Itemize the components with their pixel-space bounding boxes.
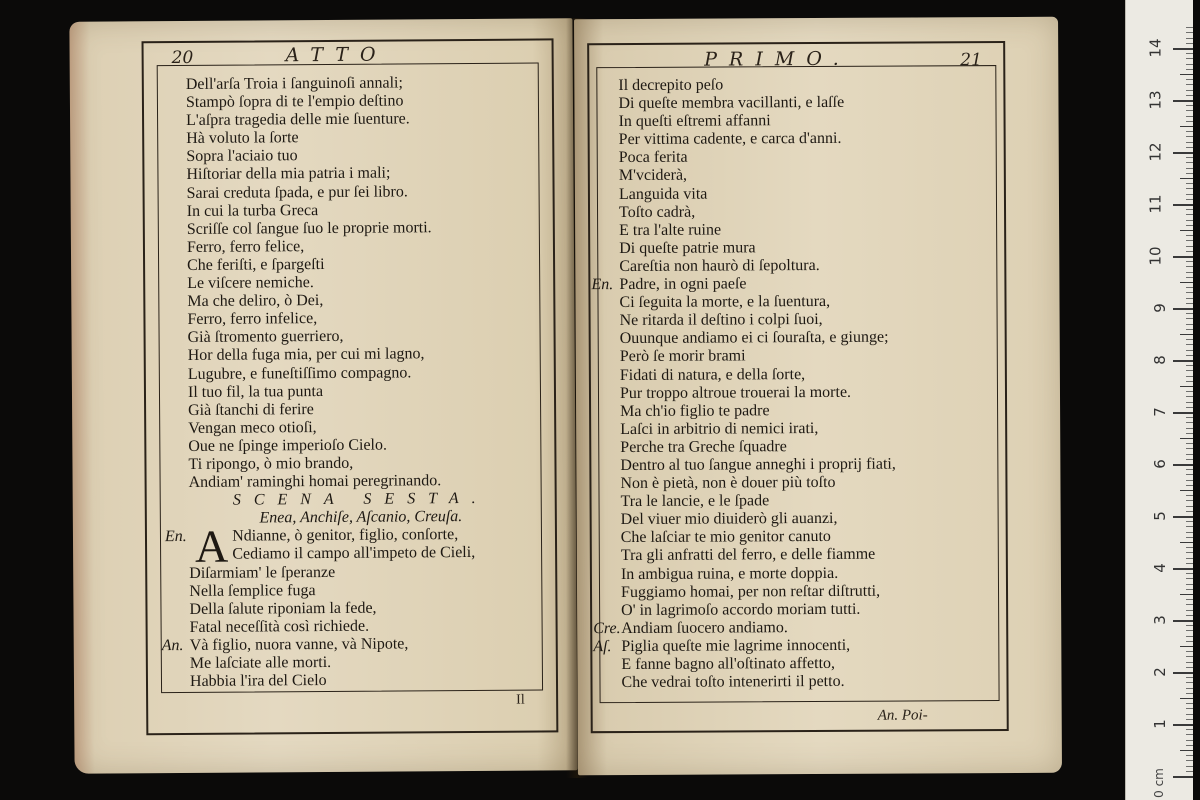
- ruler-tick: [1186, 688, 1193, 689]
- verse-line: [603, 564, 998, 584]
- verse-line: Cediamo il campo all'impeto de Cieli,: [232, 544, 476, 564]
- ruler-tick: [1186, 365, 1193, 366]
- ruler-tick: [1186, 324, 1193, 325]
- verse-text: Sarai creduta ſpada, e pur ſei libro.: [186, 182, 408, 202]
- ruler-tick: [1186, 563, 1193, 564]
- ruler-tick: [1186, 433, 1193, 434]
- ruler-tick: [1186, 147, 1193, 148]
- verse-line: [603, 654, 998, 674]
- ruler-tick: [1186, 53, 1193, 54]
- ruler-tick: [1186, 95, 1193, 96]
- speaker-label: En.: [164, 528, 187, 546]
- ruler-unit: 0 cm: [1151, 768, 1166, 798]
- ruler-tick: [1186, 610, 1193, 611]
- ruler-tick: [1180, 74, 1193, 75]
- ruler-tick: [1186, 428, 1193, 429]
- verse-text: Laſci in arbitrio di nemici irati,: [620, 419, 819, 438]
- ruler-tick: [1186, 209, 1193, 210]
- ruler-tick: [1173, 516, 1193, 518]
- ruler-tick: [1180, 386, 1193, 387]
- ruler-tick: [1186, 480, 1193, 481]
- ruler-tick: [1186, 266, 1193, 267]
- ruler-tick: [1186, 677, 1193, 678]
- verse-text: Dentro al tuo ſangue anneghi i proprij fiati,: [620, 455, 896, 475]
- verse-text: Il tuo fil, la tua punta: [187, 382, 324, 401]
- verse-text: Ne ritarda il deſtino i colpi ſuoi,: [619, 311, 823, 330]
- left-verse-block-2: [161, 562, 552, 691]
- ruler-tick: [1186, 740, 1193, 741]
- verse-text: In queſti eſtremi affanni: [618, 112, 771, 131]
- ruler-tick: [1186, 121, 1193, 122]
- ruler-tick: [1186, 69, 1193, 70]
- verse-text: Fatal neceſſità così richiede.: [189, 617, 370, 636]
- ruler-label: 2: [1151, 667, 1170, 677]
- ruler-tick: [1186, 272, 1193, 273]
- ruler-tick: [1180, 646, 1193, 647]
- ruler-label: 4: [1151, 563, 1170, 573]
- ruler-tick: [1173, 724, 1193, 726]
- ruler-tick: [1186, 532, 1193, 533]
- ruler-tick: [1186, 526, 1193, 527]
- verse-text: E fanne bagno all'oſtinato affetto,: [621, 654, 836, 674]
- verse-line: [602, 455, 997, 475]
- verse-line: [601, 111, 996, 131]
- ruler-tick: [1186, 110, 1193, 111]
- ruler-tick: [1186, 220, 1193, 221]
- ruler-tick: [1186, 105, 1193, 106]
- ruler-tick: [1186, 506, 1193, 507]
- verse-line: [601, 184, 996, 204]
- verse-text: Andiam' raminghi homai peregrinando.: [188, 472, 442, 492]
- ruler-tick: [1186, 298, 1193, 299]
- ruler-tick: [1186, 693, 1193, 694]
- ruler-tick: [1186, 771, 1193, 772]
- ruler-tick: [1186, 521, 1193, 522]
- ruler-tick: [1186, 407, 1193, 408]
- ruler-tick: [1186, 162, 1193, 163]
- ruler-tick: [1186, 511, 1193, 512]
- ruler-tick: [1186, 734, 1193, 735]
- verse-text: L'aſpra tragedia delle mie ſuenture.: [186, 110, 410, 130]
- ruler-label: 3: [1151, 615, 1170, 625]
- ruler-tick: [1186, 344, 1193, 345]
- ruler-tick: [1186, 573, 1193, 574]
- ruler-label: 7: [1151, 407, 1170, 417]
- ruler-tick: [1186, 459, 1193, 460]
- verse-text: Ci ſeguita la morte, e la ſuentura,: [619, 293, 831, 312]
- ruler-tick: [1186, 142, 1193, 143]
- measuring-ruler: [1125, 0, 1193, 800]
- verse-line: [601, 238, 996, 258]
- verse-line: [602, 437, 997, 457]
- verse-text: Stampò ſopra di te l'empio deſtino: [185, 92, 404, 112]
- verse-text: Lugubre, e funeſtiſſimo compagno.: [187, 363, 412, 383]
- ruler-tick: [1186, 589, 1193, 590]
- ruler-label: 13: [1146, 90, 1165, 110]
- ruler-tick: [1186, 547, 1193, 548]
- ruler-tick: [1186, 578, 1193, 579]
- ruler-tick: [1186, 760, 1193, 761]
- ruler-tick: [1186, 90, 1193, 91]
- verse-text: Per vittima cadente, e carca d'anni.: [618, 130, 842, 149]
- verse-text: Hà voluto la ſorte: [186, 129, 299, 148]
- verse-text: Careſtia non haurò di ſepoltura.: [619, 256, 820, 275]
- ruler-tick: [1173, 308, 1193, 310]
- ruler-tick: [1180, 334, 1193, 335]
- verse-text: Ferro, ferro infelice,: [187, 310, 318, 329]
- verse-line: [601, 292, 996, 312]
- verse-text: Ma ch'io figlio te padre: [620, 401, 770, 420]
- verse-line: [603, 672, 998, 692]
- verse-line: [603, 582, 998, 602]
- verse-text: O' in lagrimoſo accordo moriam tutti.: [621, 600, 861, 619]
- ruler-tick: [1173, 776, 1193, 778]
- ruler-tick: [1186, 292, 1193, 293]
- ruler-tick: [1173, 464, 1193, 466]
- verse-text: Le viſcere nemiche.: [187, 274, 314, 292]
- ruler-tick: [1186, 636, 1193, 637]
- ruler-tick: [1186, 157, 1193, 158]
- ruler-tick: [1173, 256, 1193, 258]
- verse-text: Già ſtanchi di ferire: [188, 400, 314, 419]
- ruler-label: 5: [1151, 511, 1170, 521]
- verse-text: Tra gli anfratti del ferro, e delle fiamme: [620, 546, 876, 565]
- ruler-tick: [1186, 318, 1193, 319]
- ruler-tick: [1186, 454, 1193, 455]
- ruler-tick: [1173, 568, 1193, 570]
- left-page-text: [161, 73, 552, 691]
- verse-line: [602, 383, 997, 403]
- verse-line: [600, 93, 995, 113]
- verse-text: Pur troppo altroue trouerai la morte.: [619, 383, 852, 402]
- ruler-tick: [1186, 422, 1193, 423]
- verse-text: Dell'arſa Troia i ſanguinoſi annali;: [185, 74, 403, 93]
- verse-text: Fuggiamo homai, per non reſtar diſtrutti,: [620, 582, 881, 601]
- verse-line: [601, 147, 996, 167]
- ruler-tick: [1186, 303, 1193, 304]
- verse-text: Ti ripongo, ò mio brando,: [188, 454, 354, 473]
- verse-text: Me laſciate alle morti.: [189, 653, 332, 672]
- ruler-tick: [1186, 641, 1193, 642]
- ruler-tick: [1186, 719, 1193, 720]
- verse-text: Di queſte membra vacillanti, e laſſe: [618, 93, 845, 113]
- ruler-tick: [1186, 84, 1193, 85]
- ruler-tick: [1186, 552, 1193, 553]
- ruler-tick: [1186, 116, 1193, 117]
- verse-text: Oue ne ſpinge imperioſo Cielo.: [188, 436, 388, 455]
- verse-text: Fidati di natura, e della ſorte,: [619, 365, 806, 384]
- ruler-tick: [1186, 214, 1193, 215]
- speaker-label: An.: [161, 636, 184, 655]
- verse-text: Scriſſe col ſangue ſuo le proprie morti.: [186, 218, 432, 238]
- ruler-tick: [1186, 381, 1193, 382]
- ruler-tick: [1186, 500, 1193, 501]
- verse-text: Che feriſti, e ſpargeſti: [187, 255, 325, 274]
- verse-text: Hor della fuga mia, per cui mi lagno,: [187, 345, 425, 365]
- ruler-tick: [1186, 188, 1193, 189]
- ruler-tick: [1180, 542, 1193, 543]
- ruler-tick: [1186, 313, 1193, 314]
- verse-text: Piglia queſte mie lagrime innocenti,: [621, 636, 851, 655]
- ruler-tick: [1186, 43, 1193, 44]
- verse-line: [593, 618, 998, 638]
- ruler-tick: [1186, 355, 1193, 356]
- ruler-tick: [1186, 32, 1193, 33]
- right-running-head: PRIMO.: [704, 47, 851, 71]
- verse-text: Il decrepito peſo: [618, 76, 724, 95]
- left-page-number: 20: [171, 47, 194, 69]
- verse-text: In cui la turba Greca: [186, 201, 319, 220]
- speaker-label: Aſ.: [593, 637, 612, 656]
- ruler-tick: [1173, 100, 1193, 102]
- ruler-tick: [1186, 396, 1193, 397]
- verse-text: Tra le lancie, e le ſpade: [620, 492, 770, 511]
- verse-text: Che laſciar te mio genitor canuto: [620, 528, 831, 547]
- ruler-label: 14: [1146, 38, 1165, 58]
- ruler-tick: [1186, 474, 1193, 475]
- ruler-tick: [1186, 485, 1193, 486]
- ruler-tick: [1173, 204, 1193, 206]
- ruler-tick: [1186, 235, 1193, 236]
- verse-line: [601, 220, 996, 240]
- signature-mark: Il: [516, 692, 525, 708]
- ruler-tick: [1180, 594, 1193, 595]
- verse-line: [602, 401, 997, 421]
- ruler-tick: [1186, 755, 1193, 756]
- verse-text: M'vciderà,: [618, 167, 688, 185]
- right-verse-block: [591, 75, 998, 692]
- ruler-tick: [1186, 662, 1193, 663]
- ruler-tick: [1186, 656, 1193, 657]
- verse-line: [603, 527, 998, 547]
- ruler-tick: [1186, 287, 1193, 288]
- verse-text: Ouunque andiamo ei ci ſouraſta, e giunge;: [619, 328, 889, 348]
- verse-text: Habbia l'ira del Cielo: [189, 672, 327, 691]
- ruler-tick: [1186, 443, 1193, 444]
- ruler-tick: [1186, 173, 1193, 174]
- verse-text: Poca ferita: [618, 149, 688, 167]
- verse-text: Vengan meco otioſi,: [188, 418, 317, 437]
- ruler-tick: [1186, 766, 1193, 767]
- ruler-tick: [1186, 599, 1193, 600]
- ruler-tick: [1186, 417, 1193, 418]
- ruler-tick: [1186, 261, 1193, 262]
- verse-line: [603, 491, 998, 511]
- verse-text: Perche tra Greche ſquadre: [620, 438, 787, 456]
- verse-text: Della ſalute riponiam la fede,: [189, 599, 377, 618]
- right-page: [574, 17, 1062, 776]
- ruler-tick: [1186, 183, 1193, 184]
- ruler-tick: [1186, 703, 1193, 704]
- ruler-tick: [1173, 620, 1193, 622]
- verse-text: Nella ſemplice fuga: [189, 581, 316, 600]
- ruler-tick: [1186, 194, 1193, 195]
- verse-text: Però ſe morir brami: [619, 347, 746, 366]
- ruler-tick: [1186, 745, 1193, 746]
- ruler-tick: [1186, 64, 1193, 65]
- ruler-tick: [1186, 329, 1193, 330]
- verse-text: Và figlio, nuora vanne, và Nipote,: [189, 635, 409, 654]
- verse-line: [601, 166, 996, 186]
- ruler-tick: [1186, 370, 1193, 371]
- verse-line: [602, 419, 997, 439]
- ruler-tick: [1186, 714, 1193, 715]
- verse-line: [603, 600, 998, 620]
- verse-text: Ma che deliro, ò Dei,: [187, 292, 324, 311]
- ruler-tick: [1186, 615, 1193, 616]
- verse-line: [593, 636, 998, 656]
- verse-text: Toſto cadrà,: [618, 203, 696, 221]
- right-page-number: 21: [960, 50, 982, 71]
- ruler-tick: [1180, 126, 1193, 127]
- verse-text: Padre, in ogni paeſe: [619, 275, 747, 294]
- ruler-tick: [1173, 48, 1193, 50]
- ruler-tick: [1186, 682, 1193, 683]
- ruler-tick: [1186, 38, 1193, 39]
- ruler-tick: [1186, 199, 1193, 200]
- left-verse-block-1: [168, 73, 551, 492]
- ruler-tick: [1186, 391, 1193, 392]
- verse-line: [602, 473, 997, 493]
- ruler-tick: [1186, 225, 1193, 226]
- ruler-tick: [1180, 282, 1193, 283]
- ruler-tick: [1186, 630, 1193, 631]
- verse-line: [603, 509, 998, 529]
- ruler-tick: [1186, 27, 1193, 28]
- verse-line: [601, 256, 996, 276]
- verse-text: Già ſtromento guerriero,: [187, 328, 344, 347]
- ruler-label: 8: [1151, 355, 1170, 365]
- verse-line: [602, 328, 997, 348]
- ruler-tick: [1186, 584, 1193, 585]
- dropcap-letter: A: [194, 521, 229, 573]
- ruler-tick: [1186, 729, 1193, 730]
- verse-text: In ambigua ruina, e morte doppia.: [620, 564, 839, 583]
- ruler-label: 9: [1151, 303, 1170, 313]
- verse-line: [602, 346, 997, 366]
- ruler-label: 10: [1146, 246, 1165, 266]
- ruler-tick: [1186, 350, 1193, 351]
- verse-line: [600, 75, 995, 95]
- ruler-tick: [1180, 490, 1193, 491]
- verse-line: [591, 274, 996, 294]
- ruler-tick: [1186, 246, 1193, 247]
- ruler-tick: [1186, 240, 1193, 241]
- ruler-tick: [1186, 708, 1193, 709]
- ruler-tick: [1173, 360, 1193, 362]
- ruler-tick: [1180, 698, 1193, 699]
- ruler-tick: [1186, 168, 1193, 169]
- ruler-tick: [1180, 178, 1193, 179]
- verse-text: Ferro, ferro felice,: [186, 237, 305, 256]
- verse-text: Languida vita: [618, 185, 708, 203]
- verse-line: Ndianne, ò genitor, figlio, conſorte,: [232, 526, 459, 545]
- ruler-tick: [1186, 495, 1193, 496]
- ruler-tick: [1186, 131, 1193, 132]
- right-page-text: [591, 75, 998, 692]
- ruler-tick: [1173, 152, 1193, 154]
- ruler-tick: [1186, 625, 1193, 626]
- ruler-tick: [1173, 672, 1193, 674]
- left-running-head: ATTO: [285, 43, 388, 67]
- ruler-label: 1: [1151, 719, 1170, 729]
- ruler-tick: [1186, 251, 1193, 252]
- ruler-tick: [1186, 402, 1193, 403]
- ruler-tick: [1186, 537, 1193, 538]
- scene-cast: Enea, Anchiſe, Aſcanio, Creuſa.: [259, 508, 463, 527]
- verse-text: E tra l'alte ruine: [619, 221, 722, 239]
- verse-line: [602, 365, 997, 385]
- ruler-tick: [1186, 667, 1193, 668]
- ruler-label: 12: [1146, 142, 1165, 162]
- verse-line: [603, 545, 998, 565]
- ruler-label: 11: [1146, 194, 1165, 214]
- ruler-tick: [1186, 136, 1193, 137]
- ruler-tick: [1186, 376, 1193, 377]
- ruler-label: 6: [1151, 459, 1170, 469]
- verse-text: Hiſtoriar della mia patria i mali;: [186, 164, 391, 184]
- ruler-tick: [1186, 448, 1193, 449]
- ruler-tick: [1186, 651, 1193, 652]
- catchword: An. Poi-: [877, 707, 928, 724]
- verse-line: [601, 202, 996, 222]
- left-page: [69, 18, 577, 773]
- ruler-tick: [1186, 604, 1193, 605]
- verse-text: Sopra l'aciaio tuo: [186, 147, 298, 166]
- speaker-label: Cre.: [593, 619, 621, 637]
- verse-text: Del viuer mio diuiderò gli auanzi,: [620, 510, 838, 529]
- verse-text: Diſarmiam' le ſperanze: [189, 563, 336, 582]
- scene-title: SCENA SESTA.: [232, 490, 489, 509]
- verse-text: Non è pietà, non è douer più toſto: [620, 473, 836, 493]
- ruler-tick: [1186, 79, 1193, 80]
- ruler-tick: [1186, 469, 1193, 470]
- ruler-tick: [1186, 58, 1193, 59]
- verse-line: [172, 671, 552, 692]
- verse-text: Che vedrai toſto intenerirti il petto.: [621, 672, 845, 692]
- verse-line: [601, 129, 996, 149]
- ruler-tick: [1186, 558, 1193, 559]
- verse-line: [602, 310, 997, 330]
- ruler-tick: [1173, 412, 1193, 414]
- verse-text: Di queſte patrie mura: [619, 239, 756, 257]
- ruler-tick: [1186, 277, 1193, 278]
- ruler-tick: [1180, 438, 1193, 439]
- ruler-tick: [1186, 339, 1193, 340]
- speaker-label: En.: [591, 276, 614, 294]
- ruler-tick: [1180, 230, 1193, 231]
- ruler-tick: [1180, 750, 1193, 751]
- verse-text: Andiam ſuocero andiamo.: [621, 618, 788, 637]
